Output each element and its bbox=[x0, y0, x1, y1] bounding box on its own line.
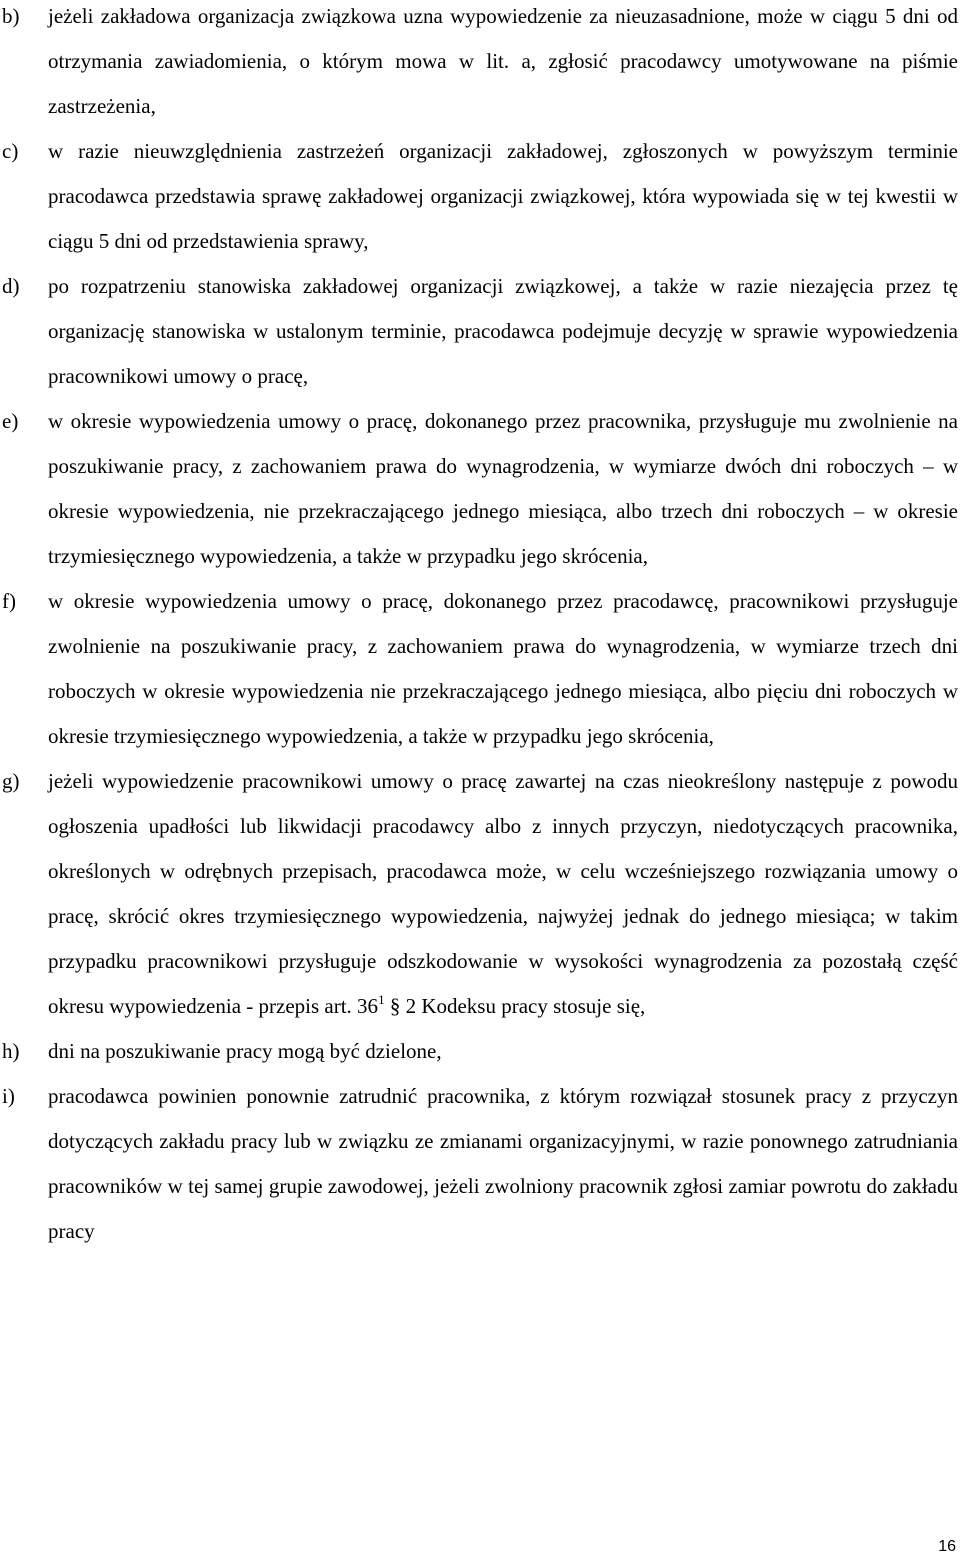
list-item-c bbox=[0, 129, 958, 264]
list-item-d bbox=[0, 264, 958, 399]
list-item-text: dni na poszukiwanie pracy mogą być dzielone, bbox=[48, 1039, 442, 1063]
list-marker: d) bbox=[2, 274, 20, 298]
list-marker: c) bbox=[2, 139, 19, 163]
list-marker: b) bbox=[2, 4, 20, 28]
list-item-e bbox=[0, 399, 958, 579]
list-item-h bbox=[0, 1029, 958, 1074]
list-item-text: jeżeli zakładowa organizacja związkowa uzna wypowiedzenie za nieuzasadnione, może w ciągu 5 dni od otrzymania zawiadomienia, o którym mowa w lit. a, zgłosić pracodawcy umotywowane na piśmie zastrzeżenia, bbox=[48, 4, 958, 118]
list-marker: i) bbox=[2, 1084, 15, 1108]
list-item-text: pracodawca powinien ponownie zatrudnić pracownika, z którym rozwiązał stosunek pracy z przyczyn dotyczących zakładu pracy lub w związku ze zmianami organizacyjnymi, w razie ponownego zatrudniania pracowników w tej samej grupie zawodowej, jeżeli zwolniony pracownik zgłosi zamiar powrotu do zakładu pracy bbox=[48, 1084, 958, 1243]
list-item-i bbox=[0, 1074, 958, 1254]
list-marker: h) bbox=[2, 1039, 20, 1063]
list-item-text: po rozpatrzeniu stanowiska zakładowej organizacji związkowej, a także w razie niezajęcia przez tę organizację stanowiska w ustalonym terminie, pracodawca podejmuje decyzję w sprawie wypowiedzenia pracownikowi umowy o pracę, bbox=[48, 274, 958, 388]
list-item-text-part: jeżeli wypowiedzenie pracownikowi umowy o pracę zawartej na czas nieokreślony następuje z powodu ogłoszenia upadłości lub likwidacji pracodawcy albo z innych przyczyn, niedotyczących pracownika, określonych w odrębnych przepisach, pracodawca może, w celu wcześniejszego rozwiązania umowy o pracę, skrócić okres trzymiesięcznego wypowiedzenia, najwyżej jednak do jednego miesiąca; w takim przypadku pracownikowi przysługuje odszkodowanie w wysokości wynagrodzenia za pozostałą część okresu wypowiedzenia - przepis art. 36 bbox=[48, 769, 958, 1018]
list-item-text-part: § 2 Kodeksu pracy stosuje się, bbox=[384, 994, 646, 1018]
list-item-text: w okresie wypowiedzenia umowy o pracę, dokonanego przez pracodawcę, pracownikowi przysługuje zwolnienie na poszukiwanie pracy, z zachowaniem prawa do wynagrodzenia, w wymiarze trzech dni roboczych w okresie wypowiedzenia nie przekraczającego jednego miesiąca, albo pięciu dni roboczych w okresie trzymiesięcznego wypowiedzenia, a także w przypadku jego skrócenia, bbox=[48, 589, 958, 748]
page-number: 16 bbox=[938, 1538, 956, 1555]
list-item-b bbox=[0, 0, 958, 129]
list-item-text bbox=[48, 759, 958, 1029]
list-marker: e) bbox=[2, 409, 19, 433]
list-item-text: w razie nieuwzględnienia zastrzeżeń organizacji zakładowej, zgłoszonych w powyższym terminie pracodawca przedstawia sprawę zakładowej organizacji związkowej, która wypowiada się w tej kwestii w ciągu 5 dni od przedstawienia sprawy, bbox=[48, 139, 958, 253]
list-item-text: w okresie wypowiedzenia umowy o pracę, dokonanego przez pracownika, przysługuje mu zwolnienie na poszukiwanie pracy, z zachowaniem prawa do wynagrodzenia, w wymiarze dwóch dni roboczych – w okresie wypowiedzenia, nie przekraczającego jednego miesiąca, albo trzech dni roboczych – w okresie trzymiesięcznego wypowiedzenia, a także w przypadku jego skrócenia, bbox=[48, 409, 958, 568]
list-marker: g) bbox=[2, 769, 20, 793]
list-marker: f) bbox=[2, 589, 16, 613]
list-item-f bbox=[0, 579, 958, 759]
list-item-g bbox=[0, 759, 958, 1029]
superscript: 1 bbox=[378, 992, 385, 1007]
